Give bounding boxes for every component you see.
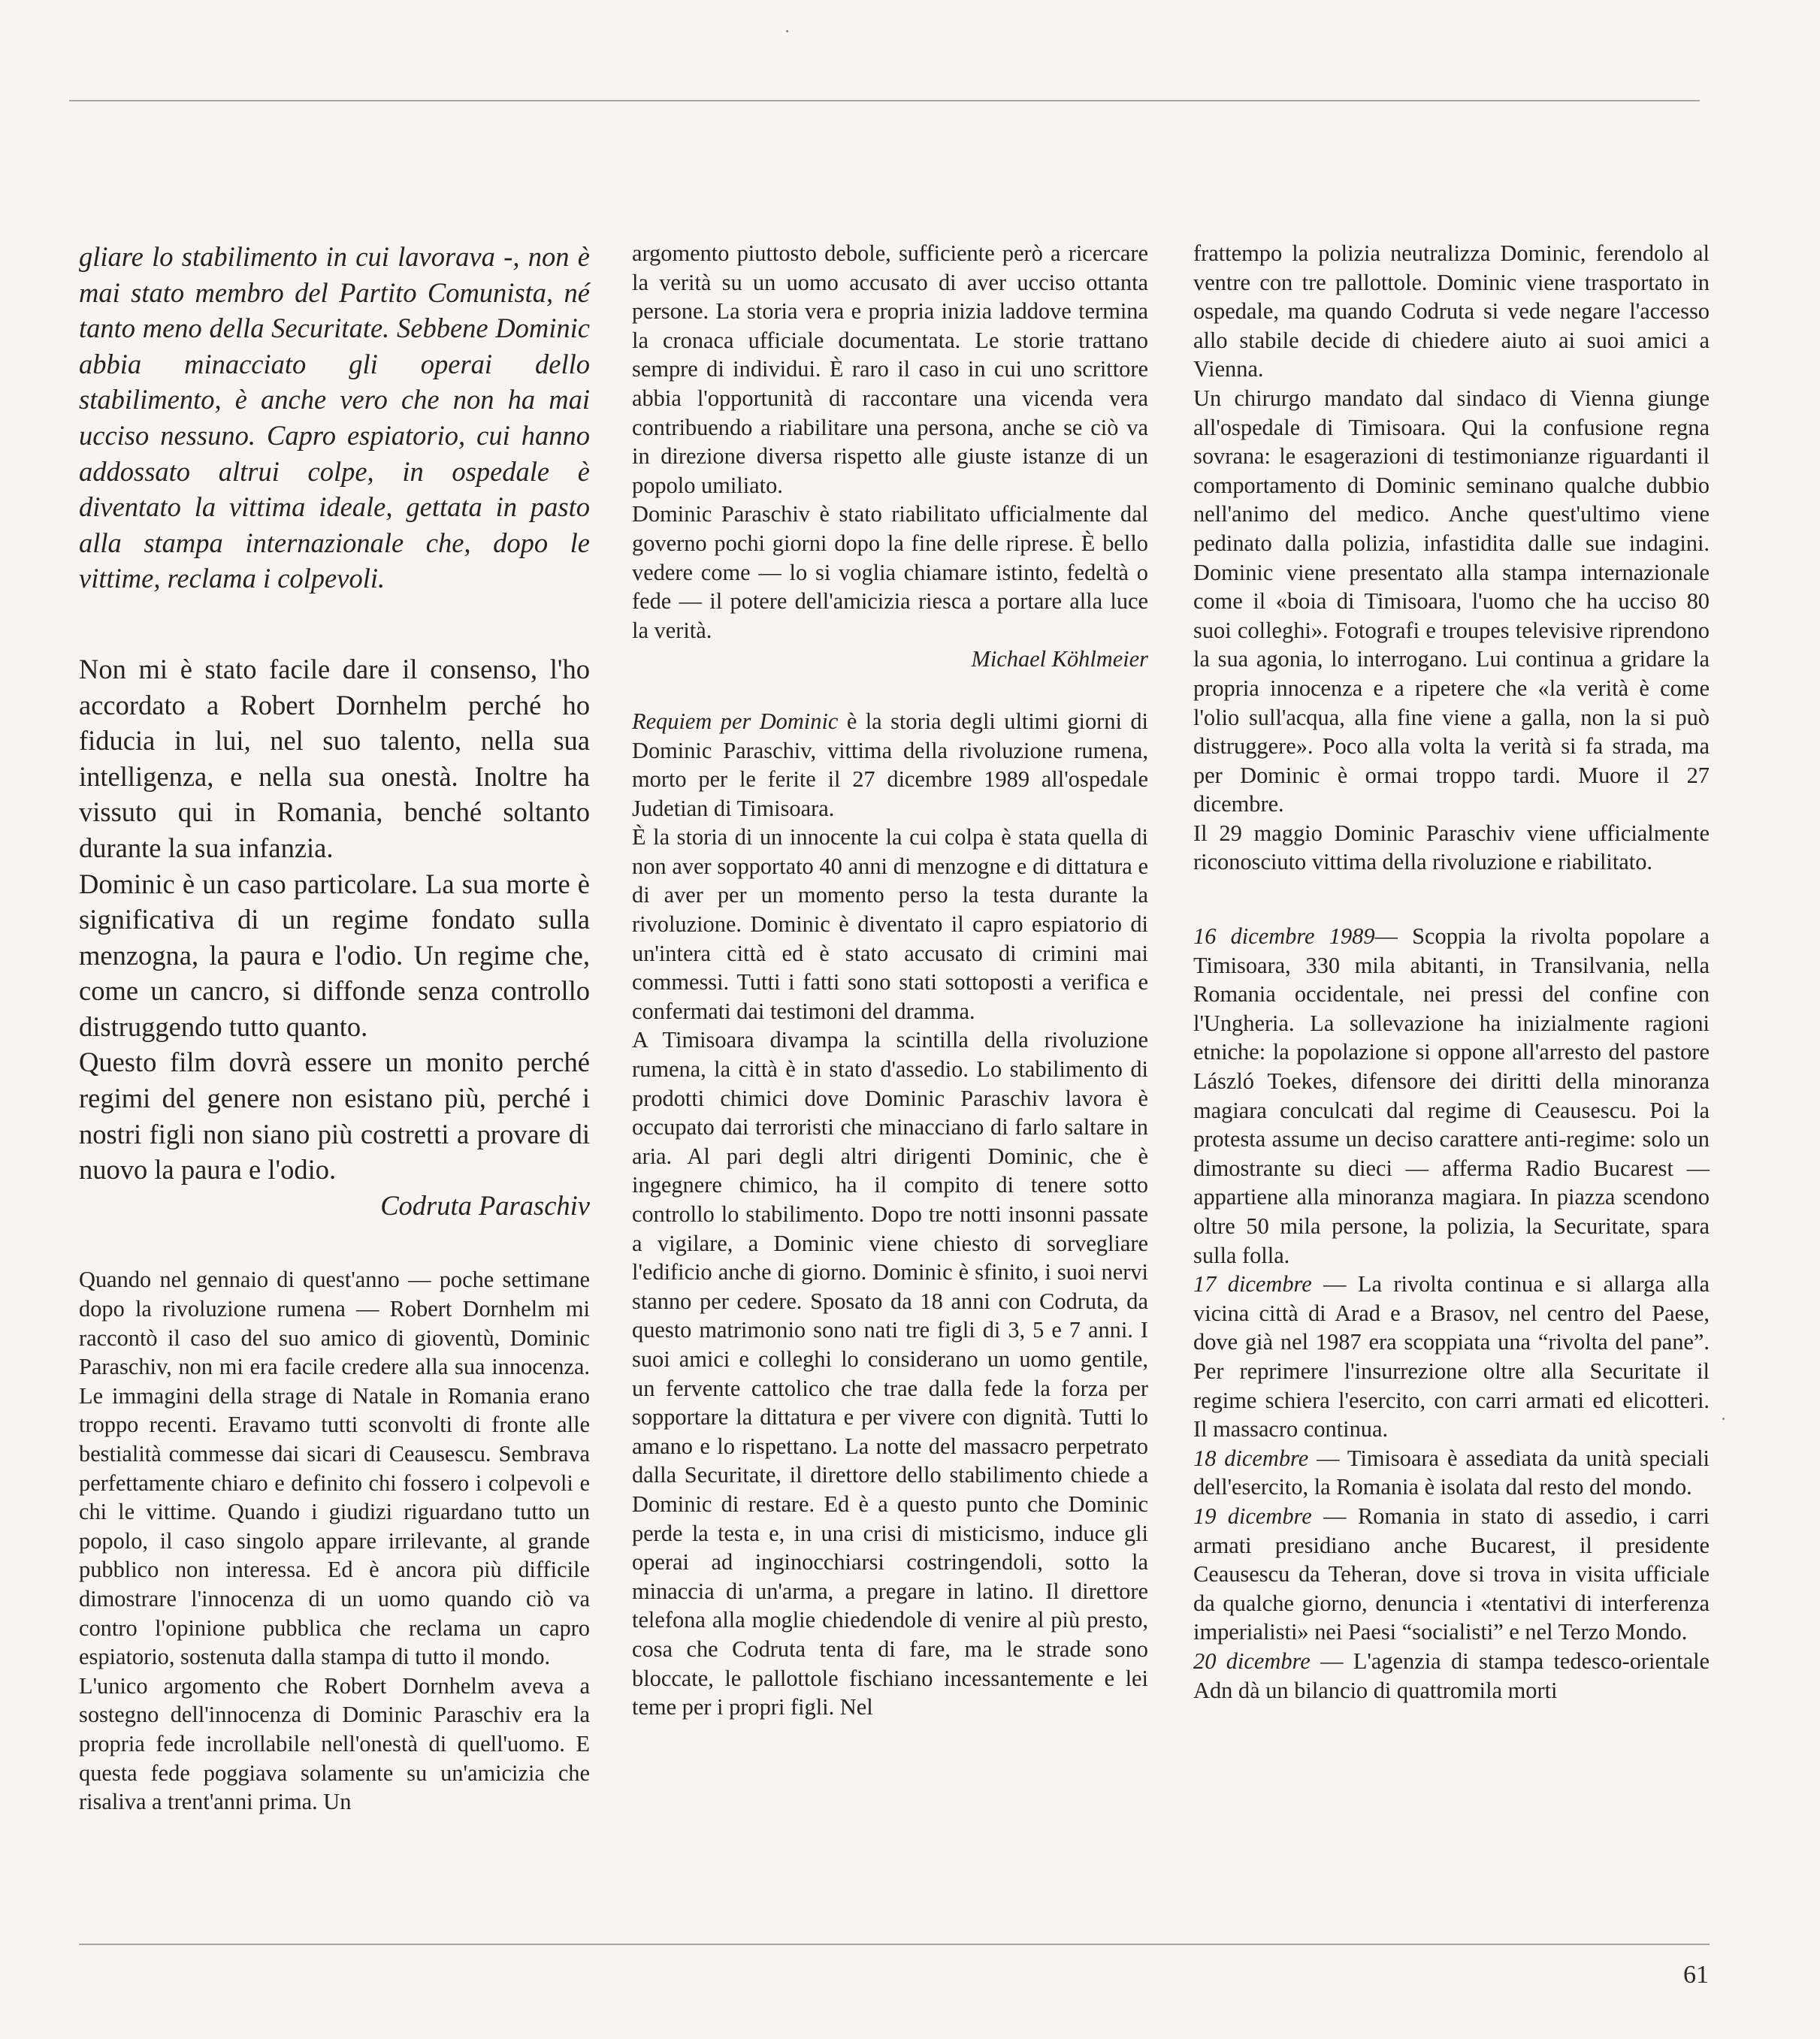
story-paragraph-6: Il 29 maggio Dominic Paraschiv viene ufficialmente riconosciuto vittima della rivoluzione e riabilitato. xyxy=(1193,820,1710,875)
chronology-entry xyxy=(1193,922,1710,1270)
consent-paragraph-2: Dominic è un caso particolare. La sua morte è significativa di un regime fondato sulla menzogna, la paura e l'odio. Un regime che, come un cancro, si diffonde senza controllo distruggendo tutto quanto. xyxy=(79,868,590,1042)
kohlmeier-paragraph-4: Dominic Paraschiv è stato riabilitato ufficialmente dal governo pochi giorni dopo la fine delle riprese. È bello vedere come — lo si voglia chiamare istinto, fedeltà o fede — il potere dell'amicizia riesca a portare alla luce la verità. xyxy=(632,501,1148,643)
chronology-date: 16 dicembre 1989 xyxy=(1193,923,1375,950)
top-rule xyxy=(69,100,1700,101)
chronology-text: — Scoppia la rivolta popolare a Timisoara, 330 mila abitanti, in Transilvania, nella Romania occidentale, nei pressi del confine con l'Ungheria. La sollevazione ha inizialmente ragioni etniche: la popolazione si oppone all'arresto del pastore László Toekes, difensore dei diritti della minoranza magiara conculcati dal regime di Ceausescu. Poi la protesta assume un deciso carattere anti-regime: solo un dimostrante su dieci — afferma Radio Bucarest — appartiene alla minoranza magiara. In piazza scendono oltre 50 mila persone, la polizia, la Securitate, spara sulla folla. xyxy=(1193,923,1710,1268)
story-paragraph-4: frattempo la polizia neutralizza Dominic, ferendolo al ventre con tre pallottole. Dominic viene trasportato in ospedale, ma quando Codruta si vede negare l'accesso allo stabile decide di chiedere aiuto ai suoi amici a Vienna. xyxy=(1193,240,1710,382)
consent-paragraph-1: Non mi è stato facile dare il consenso, l'ho accordato a Robert Dornhelm perché ho fiducia in lui, nel suo talento, nella sua intelligenza, e nella sua onestà. Inoltre ha vissuto qui in Romania, benché soltanto durante la sua infanzia. xyxy=(79,653,590,863)
chronology-date: 20 dicembre xyxy=(1193,1648,1311,1674)
consent-paragraph-3: Questo film dovrà essere un monito perché regimi del genere non esistano più, perché i nostri figli non siano più costretti a provare di nuovo la paura e l'odio. xyxy=(79,1047,590,1186)
codruta-signature: Codruta Paraschiv xyxy=(380,1189,590,1221)
column-2 xyxy=(632,239,1148,1722)
chronology-entry xyxy=(1193,1502,1710,1647)
kohlmeier-paragraph-2: L'unico argomento che Robert Dornhelm aveva a sostegno dell'innocenza di Dominic Paraschiv era la propria fede incrollabile nell'onestà di quell'uomo. E questa fede poggiava solamente su un'amicizia che risaliva a trent'anni prima. Un xyxy=(79,1672,590,1815)
story-paragraph-1-text: è la storia degli ultimi giorni di Dominic Paraschiv, vittima della rivoluzione rumena, morto per le ferite il 27 dicembre 1989 all'ospedale Judetian di Timisoara. xyxy=(632,708,1148,821)
speck-mark xyxy=(786,30,788,32)
column-1 xyxy=(79,239,590,1817)
kohlmeier-paragraph-1: Quando nel gennaio di quest'anno — poche settimane dopo la rivoluzione rumena — Robert Dornhelm mi raccontò il caso del suo amico di gioventù, Dominic Paraschiv, non mi era facile credere alla sua innocenza. Le immagini della strage di Natale in Romania erano troppo recenti. Eravamo tutti sconvolti di fronte alle bestialità commesse dai sicari di Ceausescu. Sembrava perfettamente chiaro e definito chi fossero i colpevoli e chi le vittime. Quando i giudizi riguardano tutto un popolo, il caso singolo appare irrilevante, al grande pubblico non interessa. Ed è ancora più difficile dimostrare l'innocenza di un uomo quando ciò va contro l'opinione pubblica che reclama un capro espiatorio, sostenuta dalla stampa di tutto il mondo. xyxy=(79,1267,590,1670)
speck-mark-2 xyxy=(1722,1418,1725,1420)
chronology-date: 19 dicembre xyxy=(1193,1503,1312,1529)
chronology-date: 17 dicembre xyxy=(1193,1271,1312,1297)
story-paragraph-3: A Timisoara divampa la scintilla della rivoluzione rumena, la città è in stato d'assedio. Lo stabilimento di prodotti chimici dove Dominic Paraschiv lavora è occupato dai terroristi che minacciano di farlo saltare in aria. Al pari degli altri dirigenti Dominic, che è ingegnere chimico, ha il compito di tenere sotto controllo lo stabilimento. Dopo tre notti insonni passate a vigilare, a Dominic viene chiesto di sorvegliare l'edificio anche di giorno. Dominic è sfinito, i suoi nervi stanno per cedere. Sposato da 18 anni con Codruta, da questo matrimonio sono nati tre figli di 3, 5 e 7 anni. I suoi amici e colleghi lo considerano un uomo gentile, un fervente cattolico che trae dalla fede la forza per sopportare la dittatura e per vivere con dignità. Tutti lo amano e lo rispettano. La notte del massacro perpetrato dalla Securitate, il direttore dello stabilimento chiede a Dominic di restare. Ed è a questo punto che Dominic perde la testa e, in una crisi di misticismo, induce gli operai ad inginocchiarsi costringendoli, sotto la minaccia di un'arma, a pregare in latino. Il direttore telefona alla moglie chiedendole di venire al più presto, cosa che Codruta tenta di fare, ma le strade sono bloccate, le pallottole fischiano incessantemente e lei teme per i propri figli. Nel xyxy=(632,1027,1148,1720)
chronology-text: — Timisoara è assediata da unità speciali dell'esercito, la Romania è isolata dal resto del mondo. xyxy=(1193,1445,1710,1500)
story-paragraph-1 xyxy=(632,707,1148,823)
story-title: Requiem per Dominic xyxy=(632,708,839,734)
chronology-entry xyxy=(1193,1444,1710,1502)
intro-italic-paragraph: gliare lo stabilimento in cui lavorava -, non è mai stato membro del Partito Comunista, né tanto meno della Securitate. Sebbene Dominic abbia minacciato gli operai dello stabilimento, è anche vero che non ha mai ucciso nessuno. Capro espiatorio, cui hanno addossato altrui colpe, in ospedale è diventato la vittima ideale, gettata in pasto alla stampa internazionale che, dopo le vittime, reclama i colpevoli. xyxy=(79,241,590,594)
chronology-text: — La rivolta continua e si allarga alla vicina città di Arad e a Brasov, nel centro del Paese, dove già nel 1987 era scoppiata una “rivolta del pane”. Per reprimere l'insurrezione oltre alla Securitate il regime schiera l'esercito, con carri armati ed elicotteri. Il massacro continua. xyxy=(1193,1271,1710,1442)
kohlmeier-signature: Michael Köhlmeier xyxy=(971,646,1148,672)
page-number: 61 xyxy=(1683,1961,1709,1989)
bottom-rule xyxy=(79,1944,1710,1945)
chronology-date: 18 dicembre xyxy=(1193,1445,1309,1471)
story-paragraph-2: È la storia di un innocente la cui colpa è stata quella di non aver sopportato 40 anni di menzogne e di dittatura e di aver per un momento perso la testa durante la rivoluzione. Dominic è diventato il capro espiatorio di un'intera città ed è stato accusato di crimini mai commessi. Tutti i fatti sono stati sottoposti a verifica e confermati dai testimoni del dramma. xyxy=(632,824,1148,1024)
kohlmeier-paragraph-3: argomento piuttosto debole, sufficiente però a ricercare la verità su un uomo accusato di aver ucciso ottanta persone. La storia vera e propria inizia laddove termina la cronaca ufficiale documentata. Le storie trattano sempre di individui. È raro il caso in cui uno scrittore abbia l'opportunità di raccontare una vicenda vera contribuendo a riabilitare una persona, anche se ciò va in direzione diversa rispetto alle giuste istanze di un popolo umiliato. xyxy=(632,240,1148,498)
chronology-text: — L'agenzia di stampa tedesco-orientale Adn dà un bilancio di quattromila morti xyxy=(1193,1648,1710,1703)
column-3 xyxy=(1193,239,1710,1705)
chronology-entry xyxy=(1193,1270,1710,1444)
chronology-text: — Romania in stato di assedio, i carri armati presidiano anche Bucarest, il presidente Ceausescu da Teheran, dove si trova in visita ufficiale da qualche giorno, denuncia i «tentativi di interferenza imperialisti» nei Paesi “socialisti” e nel Terzo Mondo. xyxy=(1193,1503,1710,1645)
story-paragraph-5: Un chirurgo mandato dal sindaco di Vienna giunge all'ospedale di Timisoara. Qui la confusione regna sovrana: le esagerazioni di testimonianze riguardanti il comportamento di Dominic seminano qualche dubbio nell'animo del medico. Anche quest'ultimo viene pedinato dalla polizia, infastidita dalle sue indagini. Dominic viene presentato alla stampa internazionale come il «boia di Timisoara, l'uomo che ha ucciso 80 suoi colleghi». Fotografi e troupes televisive riprendono la sua agonia, lo interrogano. Lui continua a gridare la propria innocenza e a ripetere che «la verità è come l'olio sull'acqua, alla fine viene a galla, non la si può distruggere». Poco alla volta la verità si fa strada, ma per Dominic è ormai troppo tardi. Muore il 27 dicembre. xyxy=(1193,385,1710,817)
chronology-entry xyxy=(1193,1647,1710,1705)
